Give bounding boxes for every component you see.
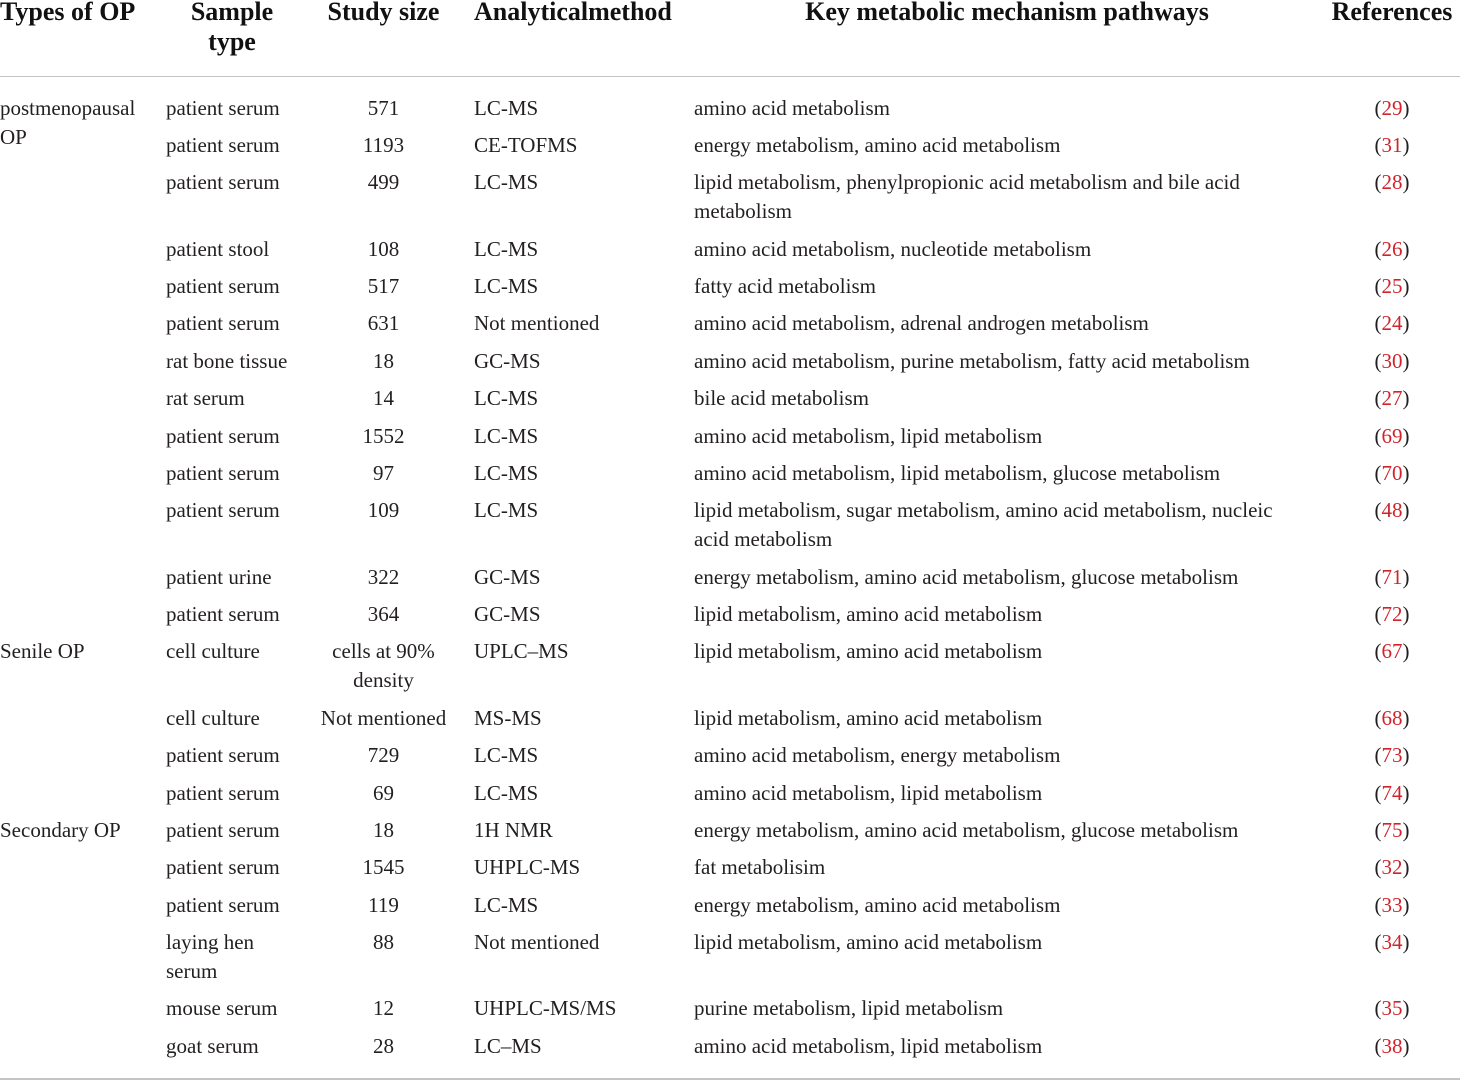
table-row	[0, 380, 1460, 417]
sample-type-cell: patient urine	[166, 564, 272, 589]
column-header-types	[0, 0, 166, 77]
reference-cell	[1324, 700, 1460, 737]
study-size-cell: 18	[373, 817, 394, 842]
study-size-cell: 12	[373, 996, 394, 1021]
column-header-study-size-label: Study size	[327, 0, 440, 26]
sample-type-cell: laying hen serum	[166, 930, 255, 983]
column-header-pathways-label: Key metabolic mechanism pathways	[805, 0, 1209, 26]
analytical-method-cell: GC-MS	[474, 348, 541, 373]
study-size-cell: cells at 90% density	[332, 639, 435, 693]
reference-cell	[1324, 380, 1460, 417]
table-row	[0, 700, 1460, 737]
sample-type-cell: patient serum	[166, 855, 280, 880]
table-row	[0, 924, 1460, 990]
reference-link[interactable]: ( 75 )	[1375, 818, 1410, 842]
sample-type-cell: patient serum	[166, 460, 280, 485]
analytical-method-cell: GC-MS	[474, 602, 541, 626]
pathways-cell: amino acid metabolism, nucleotide metabolism	[694, 236, 1092, 261]
reference-link[interactable]: ( 74 )	[1375, 781, 1410, 805]
analytical-method-cell: GC-MS	[474, 564, 541, 589]
pathways-cell: amino acid metabolism, purine metabolism, fatty acid metabolism	[694, 348, 1250, 373]
study-size-cell: 109	[367, 498, 400, 523]
analytical-method-cell: LC-MS	[474, 95, 539, 120]
reference-cell	[1324, 596, 1460, 633]
reference-link[interactable]: ( 71 )	[1375, 565, 1410, 589]
reference-cell	[1324, 492, 1460, 558]
sample-type-cell: patient serum	[166, 498, 280, 523]
study-size-cell: 119	[368, 892, 399, 917]
study-size-cell: 1552	[362, 423, 405, 448]
reference-link[interactable]: ( 32 )	[1375, 855, 1410, 879]
analytical-method-cell: LC-MS	[474, 423, 539, 448]
analytical-method-cell: Not mentioned	[474, 311, 600, 336]
pathways-cell: amino acid metabolism, lipid metabolism	[694, 1033, 1043, 1058]
sample-type-cell: patient serum	[166, 95, 280, 120]
sample-type-cell: goat serum	[166, 1033, 259, 1058]
sample-type-cell: patient serum	[166, 170, 280, 195]
reference-cell	[1324, 343, 1460, 380]
reference-link[interactable]: ( 35 )	[1375, 996, 1410, 1020]
analytical-method-cell: 1H NMR	[474, 817, 553, 842]
pathways-cell: energy metabolism, amino acid metabolism	[694, 132, 1061, 157]
sample-type-cell: patient serum	[166, 817, 280, 842]
study-size-cell: 499	[367, 170, 400, 195]
study-size-cell: 108	[367, 236, 400, 261]
analytical-method-cell: UHPLC-MS/MS	[474, 996, 617, 1021]
pathways-cell: amino acid metabolism, lipid metabolism, glucose metabolism	[694, 460, 1221, 485]
sample-type-cell: patient serum	[166, 602, 280, 626]
column-header-sample-type-label: Sample type	[190, 0, 274, 56]
pathways-cell: amino acid metabolism, lipid metabolism	[694, 423, 1043, 448]
reference-cell	[1324, 924, 1460, 990]
column-header-sample-type	[166, 0, 311, 77]
study-size-cell: 18	[373, 348, 394, 373]
study-size-cell: 729	[367, 743, 400, 768]
table-row	[0, 812, 1460, 849]
analytical-method-cell: LC-MS	[474, 386, 539, 411]
reference-link[interactable]: ( 70 )	[1375, 461, 1410, 485]
reference-link[interactable]: ( 29 )	[1375, 96, 1410, 120]
reference-cell	[1324, 127, 1460, 164]
reference-link[interactable]: ( 38 )	[1375, 1034, 1410, 1058]
reference-cell	[1324, 77, 1460, 127]
analytical-method-cell: UHPLC-MS	[474, 855, 581, 880]
sample-type-cell: mouse serum	[166, 996, 278, 1021]
table-row	[0, 596, 1460, 633]
reference-cell	[1324, 305, 1460, 342]
analytical-method-cell: LC-MS	[474, 780, 539, 805]
op-type-cell: Secondary OP	[0, 817, 121, 842]
analytical-method-cell: LC-MS	[474, 892, 539, 917]
study-size-cell: 631	[367, 311, 400, 336]
pathways-cell: energy metabolism, amino acid metabolism, glucose metabolism	[694, 564, 1239, 589]
header-row	[0, 0, 1460, 77]
pathways-cell: energy metabolism, amino acid metabolism, glucose metabolism	[694, 817, 1239, 842]
analytical-method-cell: Not mentioned	[474, 930, 600, 954]
study-size-cell: 1545	[362, 855, 405, 880]
sample-type-cell: patient serum	[166, 892, 280, 917]
reference-link[interactable]: ( 67 )	[1375, 639, 1410, 663]
reference-cell	[1324, 849, 1460, 886]
table-row	[0, 77, 1460, 127]
column-header-pathways	[694, 0, 1324, 77]
analytical-method-cell: CE-TOFMS	[474, 132, 578, 157]
reference-cell	[1324, 417, 1460, 454]
table-row	[0, 990, 1460, 1027]
reference-link[interactable]: ( 69 )	[1375, 424, 1410, 448]
reference-cell	[1324, 268, 1460, 305]
column-header-references-label: References	[1331, 0, 1453, 26]
table-row	[0, 127, 1460, 164]
table-row	[0, 886, 1460, 923]
sample-type-cell: patient serum	[166, 132, 280, 157]
reference-cell	[1324, 164, 1460, 230]
reference-link[interactable]: ( 26 )	[1375, 237, 1410, 261]
table-row	[0, 305, 1460, 342]
analytical-method-cell: LC-MS	[474, 236, 539, 261]
sample-type-cell: cell culture	[166, 705, 260, 730]
column-header-types-label: Types of OP	[0, 0, 136, 26]
reference-cell	[1324, 558, 1460, 595]
analytical-method-cell: LC–MS	[474, 1033, 542, 1058]
pathways-cell: lipid metabolism, sugar metabolism, amino acid metabolism, nucleic acid metabolism	[694, 498, 1273, 552]
study-size-cell: Not mentioned	[320, 705, 447, 730]
reference-link[interactable]: ( 30 )	[1375, 349, 1410, 373]
reference-cell	[1324, 230, 1460, 267]
sample-type-cell: cell culture	[166, 639, 260, 664]
study-size-cell: 1193	[362, 132, 405, 157]
study-size-cell: 571	[367, 95, 400, 120]
sample-type-cell: rat serum	[166, 386, 245, 411]
pathways-cell: fatty acid metabolism	[694, 274, 876, 298]
table-row	[0, 737, 1460, 774]
reference-link[interactable]: ( 73 )	[1375, 743, 1410, 767]
column-header-analytical-method	[474, 0, 694, 77]
sample-type-cell: patient serum	[166, 780, 280, 805]
sample-type-cell: patient serum	[166, 743, 280, 768]
reference-link[interactable]: ( 28 )	[1375, 170, 1410, 194]
reference-link[interactable]: ( 25 )	[1375, 274, 1410, 298]
sample-type-cell: patient serum	[166, 311, 280, 336]
pathways-cell: fat metabolisim	[694, 855, 826, 880]
table-row	[0, 849, 1460, 886]
reference-link[interactable]: ( 27 )	[1375, 386, 1410, 410]
reference-cell	[1324, 633, 1460, 699]
reference-cell	[1324, 737, 1460, 774]
header-rule	[0, 76, 1460, 77]
sample-type-cell: rat bone tissue	[166, 348, 288, 373]
analytical-method-cell: LC-MS	[474, 460, 539, 485]
pathways-cell: lipid metabolism, phenylpropionic acid metabolism and bile acid metabolism	[694, 170, 1240, 224]
study-size-cell: 88	[373, 930, 394, 954]
reference-link[interactable]: ( 68 )	[1375, 706, 1410, 730]
reference-link[interactable]: ( 48 )	[1375, 498, 1410, 522]
analytical-method-cell: UPLC–MS	[474, 639, 569, 664]
reference-cell	[1324, 1028, 1460, 1079]
table-row	[0, 343, 1460, 380]
sample-type-cell: patient stool	[166, 236, 270, 261]
analytical-method-cell: MS-MS	[474, 705, 542, 730]
reference-cell	[1324, 886, 1460, 923]
pathways-cell: amino acid metabolism, energy metabolism	[694, 743, 1061, 768]
reference-link[interactable]: ( 33 )	[1375, 893, 1410, 917]
pathways-cell: energy metabolism, amino acid metabolism	[694, 892, 1061, 917]
table-row	[0, 417, 1460, 454]
reference-link[interactable]: ( 24 )	[1375, 311, 1410, 335]
table-row	[0, 1028, 1460, 1079]
reference-link[interactable]: ( 34 )	[1375, 930, 1410, 954]
column-header-analytical-method-label: Analyticalmethod	[474, 0, 672, 26]
study-size-cell: 322	[367, 564, 400, 589]
pathways-cell: amino acid metabolism	[694, 95, 890, 120]
column-header-study-size	[311, 0, 474, 77]
table-row	[0, 164, 1460, 230]
table-row	[0, 230, 1460, 267]
pathways-cell: purine metabolism, lipid metabolism	[694, 996, 1004, 1021]
reference-cell	[1324, 990, 1460, 1027]
study-size-cell: 364	[367, 602, 400, 626]
table-row	[0, 492, 1460, 558]
pathways-cell: amino acid metabolism, adrenal androgen metabolism	[694, 311, 1149, 336]
op-type-cell: postmenopausal OP	[0, 95, 136, 149]
pathways-cell: bile acid metabolism	[694, 386, 869, 411]
analytical-method-cell: LC-MS	[474, 170, 539, 195]
column-header-references	[1324, 0, 1460, 77]
analytical-method-cell: LC-MS	[474, 743, 539, 768]
sample-type-cell: patient serum	[166, 274, 280, 298]
pathways-cell: lipid metabolism, amino acid metabolism	[694, 930, 1043, 954]
table-row	[0, 774, 1460, 811]
table-row	[0, 558, 1460, 595]
table-row	[0, 455, 1460, 492]
pathways-cell: lipid metabolism, amino acid metabolism	[694, 639, 1043, 664]
reference-cell	[1324, 812, 1460, 849]
reference-link[interactable]: ( 31 )	[1375, 133, 1410, 157]
study-size-cell: 517	[367, 274, 400, 298]
reference-cell	[1324, 774, 1460, 811]
table-row	[0, 633, 1460, 699]
table-row	[0, 268, 1460, 305]
pathways-cell: amino acid metabolism, lipid metabolism	[694, 780, 1043, 805]
study-size-cell: 69	[373, 780, 394, 805]
pathways-cell: lipid metabolism, amino acid metabolism	[694, 705, 1043, 730]
study-size-cell: 97	[373, 460, 394, 485]
reference-link[interactable]: ( 72 )	[1375, 602, 1410, 626]
pathways-cell: lipid metabolism, amino acid metabolism	[694, 602, 1043, 626]
study-size-cell: 14	[373, 386, 394, 411]
table-bottom-rule	[0, 1078, 1460, 1080]
op-type-cell: Senile OP	[0, 639, 85, 664]
study-size-cell: 28	[373, 1033, 394, 1058]
reference-cell	[1324, 455, 1460, 492]
sample-type-cell: patient serum	[166, 423, 280, 448]
analytical-method-cell: LC-MS	[474, 274, 539, 298]
analytical-method-cell: LC-MS	[474, 498, 539, 523]
